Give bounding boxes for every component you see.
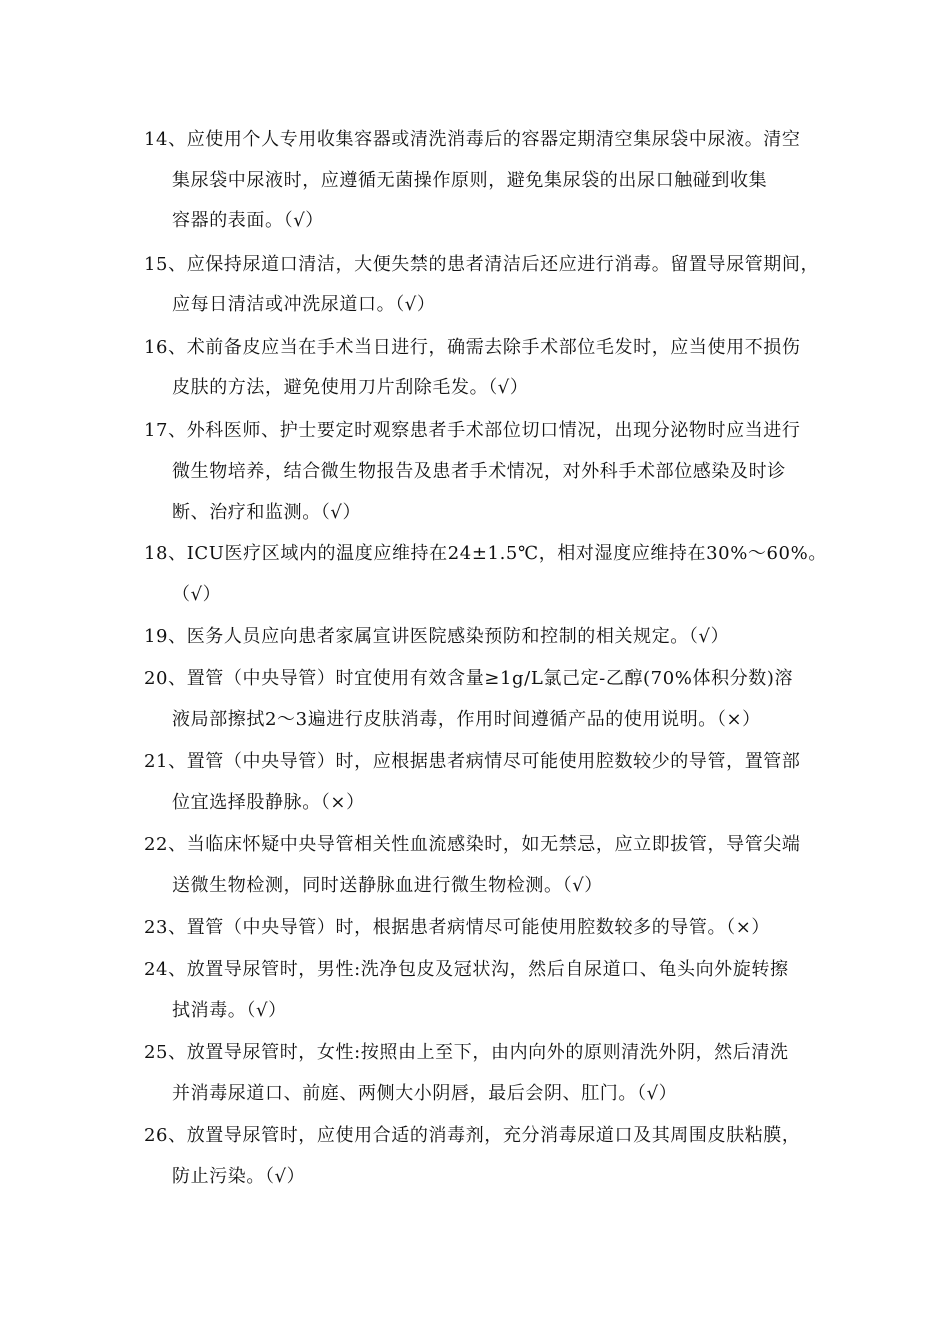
question-text-line: 19、医务人员应向患者家属宣讲医院感染预防和控制的相关规定。（√）	[144, 626, 730, 647]
question-text-line: 容器的表面。（√）	[172, 210, 324, 231]
question-text-line: 位宜选择股静脉。（×）	[172, 792, 365, 813]
question-text-line: 应每日清洁或冲洗尿道口。（√）	[172, 294, 436, 315]
question-text-line: 微生物培养，结合微生物报告及患者手术情况，对外科手术部位感染及时诊	[172, 461, 786, 482]
question-text-line: 14、应使用个人专用收集容器或清洗消毒后的容器定期清空集尿袋中尿液。清空	[144, 129, 801, 150]
question-text-line: 26、放置导尿管时，应使用合适的消毒剂，充分消毒尿道口及其周围皮肤粘膜，	[144, 1125, 801, 1146]
question-text-line: （√）	[172, 584, 222, 605]
question-text-line: 防止污染。（√）	[172, 1166, 306, 1187]
question-text-line: 22、当临床怀疑中央导管相关性血流感染时，如无禁忌，应立即拔管，导管尖端	[144, 834, 801, 855]
question-text-line: 液局部擦拭2～3遍进行皮肤消毒，作用时间遵循产品的使用说明。（×）	[172, 709, 761, 730]
question-text-line: 15、应保持尿道口清洁，大便失禁的患者清洁后还应进行消毒。留置导尿管期间，	[144, 254, 820, 275]
question-text-line: 17、外科医师、护士要定时观察患者手术部位切口情况，出现分泌物时应当进行	[144, 420, 801, 441]
question-text-line: 18、ICU医疗区域内的温度应维持在24±1.5℃，相对湿度应维持在30%～60%。	[144, 543, 827, 564]
question-text-line: 21、置管（中央导管）时，应根据患者病情尽可能使用腔数较少的导管，置管部	[144, 751, 801, 772]
question-text-line: 拭消毒。（√）	[172, 1000, 287, 1021]
question-text-line: 23、置管（中央导管）时，根据患者病情尽可能使用腔数较多的导管。（×）	[144, 917, 770, 938]
question-text-line: 皮肤的方法，避免使用刀片刮除毛发。（√）	[172, 377, 529, 398]
question-text-line: 20、置管（中央导管）时宜使用有效含量≥1g/L氯己定-乙醇(70%体积分数)溶	[144, 668, 794, 689]
question-text-line: 送微生物检测，同时送静脉血进行微生物检测。（√）	[172, 875, 603, 896]
question-text-line: 16、术前备皮应当在手术当日进行，确需去除手术部位毛发时，应当使用不损伤	[144, 337, 801, 358]
question-text-line: 24、放置导尿管时，男性:洗净包皮及冠状沟，然后自尿道口、龟头向外旋转擦	[144, 959, 789, 980]
question-text-line: 集尿袋中尿液时，应遵循无菌操作原则，避免集尿袋的出尿口触碰到收集	[172, 170, 768, 191]
question-text-line: 并消毒尿道口、前庭、两侧大小阴唇，最后会阴、肛门。（√）	[172, 1083, 678, 1104]
question-text-line: 25、放置导尿管时，女性:按照由上至下，由内向外的原则清洗外阴，然后清洗	[144, 1042, 789, 1063]
question-text-line: 断、治疗和监测。（√）	[172, 502, 362, 523]
